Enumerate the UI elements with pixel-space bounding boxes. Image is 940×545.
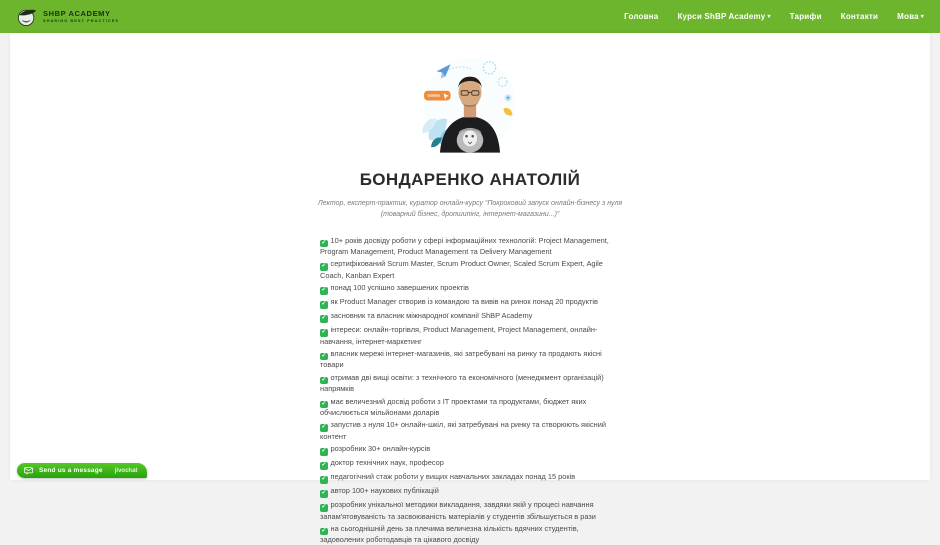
check-icon: ✓ [321, 400, 327, 407]
achievement-item [320, 283, 620, 295]
achievement-text: отримав дві вищі освіти: з технічного та економічного (менеджмент організацій) напрямків [320, 372, 604, 394]
achievement-text: сертифікований Scrum Master, Scrum Product Owner, Scaled Scrum Expert, Agile Coach, Kanban Expert [320, 259, 603, 280]
check-icon: ✓ [321, 239, 327, 246]
achievement-text: 10+ років досвіду роботи у сфері інформаційних технологій: Project Management, Program Management, Product Management та Delivery Management [320, 235, 609, 257]
check-icon: ✓ [321, 424, 327, 431]
achievements-list [320, 236, 620, 545]
chevron-down-icon: ▾ [767, 13, 771, 20]
check-icon: ✓ [321, 476, 327, 483]
achievement-text: автор 100+ наукових публікацій [330, 486, 439, 496]
check-icon: ✓ [321, 352, 327, 359]
site-header [0, 0, 940, 33]
achievement-item [320, 500, 620, 521]
chat-message-label: Send us a message [39, 467, 103, 474]
content-card [10, 33, 930, 545]
achievement-text: інтереси: онлайн-торгівля, Product Management, Project Management, онлайн-навчання, інтернет-маркетинг [320, 325, 598, 346]
check-icon: ✓ [321, 263, 327, 270]
achievement-text: педагогічний стаж роботи у вищих навчальних закладах понад 15 років [330, 472, 576, 482]
achievement-text: розробник унікальної методики викладання, завдяки якій у процесі навчання запам'ятовуваність та засвоюваність матеріалів у студентів збільшується в рази [320, 500, 596, 521]
check-icon: ✓ [321, 315, 327, 322]
chevron-down-icon: ▾ [920, 13, 924, 20]
achievement-item [320, 472, 620, 484]
check-icon: ✓ [321, 504, 327, 511]
achievement-item [320, 311, 620, 323]
achievement-text: розробник 30+ онлайн-курсів [330, 444, 431, 454]
check-icon: ✓ [321, 448, 327, 455]
achievement-text: понад 100 успішно завершених проектів [330, 283, 469, 293]
achievement-item [320, 259, 620, 280]
achievement-item [320, 524, 620, 545]
nav-item-language[interactable]: Мова ▾ [897, 12, 924, 21]
achievement-text: як Product Manager створив із командою та вивів на ринок понад 20 продуктів [330, 297, 598, 307]
achievement-item [320, 297, 620, 309]
achievement-text: засновник та власник міжнародної компанії ShBP Academy [330, 311, 533, 321]
achievement-item [320, 325, 620, 346]
achievement-text: запустив з нуля 10+ онлайн-шкіл, які затребувані на ринку та створюють якісний контент [320, 420, 606, 441]
logo-text [43, 10, 119, 23]
nav-item-contacts[interactable]: Контакти [840, 12, 879, 21]
chat-bubble-icon [24, 467, 33, 475]
check-icon: ✓ [321, 287, 327, 294]
achievement-item [320, 420, 620, 441]
achievement-item [320, 458, 620, 470]
achievement-text: доктор технічних наук, професор [330, 458, 444, 468]
achievement-item [320, 349, 620, 370]
achievement-item [320, 373, 620, 394]
check-icon: ✓ [321, 490, 327, 497]
site-logo[interactable] [16, 7, 119, 27]
logo-title: SHBP ACADEMY [43, 8, 111, 18]
achievement-item [320, 397, 620, 418]
nav-item-courses[interactable]: Курси ShBP Academy ▾ [677, 12, 771, 21]
achievement-item [320, 486, 620, 498]
logo-globe-icon [16, 7, 38, 27]
main-nav [605, 12, 924, 21]
check-icon: ✓ [321, 462, 327, 469]
check-icon: ✓ [321, 376, 327, 383]
achievement-item [320, 444, 620, 456]
profile-tagline: Лектор, експерт-практик, куратор онлайн-курсу “Покроковий запуск онлайн-бізнесу з нуля (товарний бізнес, дропшипінг, інтернет-магазини...)” [317, 200, 623, 218]
jivochat-widget[interactable] [17, 463, 147, 478]
chat-brand-label: jivochat [114, 467, 138, 474]
page-title: БОНДАРЕНКО АНАТОЛІЙ [359, 170, 581, 189]
check-icon: ✓ [321, 301, 327, 308]
achievement-item [320, 236, 620, 257]
nav-item-pricing[interactable]: Тарифи [789, 12, 822, 21]
logo-subtitle: SHARING BEST PRACTICES [43, 18, 120, 24]
check-icon: ✓ [321, 329, 327, 336]
check-icon: ✓ [321, 527, 327, 534]
achievement-text: власник мережі інтернет-магазинів, які затребувані на ринку та продають якісні товари [320, 348, 602, 370]
nav-item-home[interactable]: Головна [624, 12, 659, 21]
achievement-text: має величезний досвід роботи з IT проектами та продуктами, бюджет яких обчислюється мільйонами доларів [320, 396, 587, 418]
profile-photo [417, 53, 523, 155]
achievement-text: на сьогоднішній день за плечима величезна кількість вдячних студентів, задоволених роботодавців та цікавого досвіду [320, 523, 579, 545]
